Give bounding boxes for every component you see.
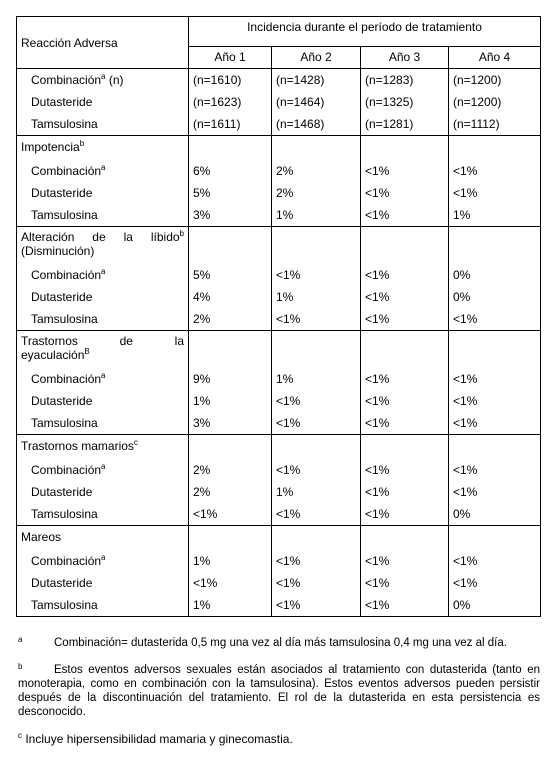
value-cell: 1% — [189, 594, 272, 617]
drug-name-suffix: (n) — [105, 73, 124, 87]
value-cell: <1% — [361, 503, 449, 526]
value-cell: 0% — [449, 264, 541, 286]
drug-name-cell — [17, 308, 189, 331]
drug-footnote-marker: a — [101, 371, 106, 380]
value-cell: 2% — [272, 160, 361, 182]
value-cell: 2% — [272, 182, 361, 204]
value-cell: 1% — [189, 390, 272, 412]
drug-name-cell — [17, 113, 189, 136]
footnote-b — [18, 660, 540, 719]
value-cell: <1% — [272, 264, 361, 286]
group-title-line2-text: (Disminución) — [21, 244, 95, 258]
sample-size-cell: (n=1283) — [361, 69, 449, 92]
value-cell: 3% — [189, 204, 272, 227]
group-title-text: Impotencia — [21, 140, 80, 154]
sample-size-cell: (n=1468) — [272, 113, 361, 136]
group-header-row — [17, 136, 541, 161]
drug-name: Dutasteride — [31, 95, 93, 109]
sample-size-cell: (n=1428) — [272, 69, 361, 92]
group-title-cell — [17, 227, 189, 265]
value-cell: <1% — [361, 594, 449, 617]
group-title-cell — [17, 526, 189, 551]
table-row — [17, 412, 541, 435]
drug-name-cell — [17, 264, 189, 286]
value-cell: <1% — [361, 264, 449, 286]
value-cell: <1% — [361, 459, 449, 481]
empty-cell — [449, 227, 541, 265]
value-cell: <1% — [272, 503, 361, 526]
empty-cell — [449, 435, 541, 460]
group-title-line2 — [21, 244, 184, 258]
empty-cell — [272, 331, 361, 369]
value-cell: <1% — [361, 286, 449, 308]
sample-size-cell: (n=1200) — [449, 69, 541, 92]
empty-cell — [272, 435, 361, 460]
empty-cell — [449, 331, 541, 369]
drug-name: Dutasteride — [31, 485, 93, 499]
drug-name-cell — [17, 550, 189, 572]
drug-name-cell — [17, 368, 189, 390]
group-title-cell — [17, 435, 189, 460]
drug-name: Tamsulosina — [31, 312, 98, 326]
value-cell: 4% — [189, 286, 272, 308]
group-title-text: Alteración de la líbido — [21, 230, 180, 244]
table-row — [17, 594, 541, 617]
drug-name-cell — [17, 182, 189, 204]
drug-footnote-marker: a — [101, 462, 106, 471]
table-row — [17, 204, 541, 227]
drug-name: Tamsulosina — [31, 117, 98, 131]
value-cell: <1% — [272, 390, 361, 412]
group-footnote-marker: B — [84, 347, 90, 356]
value-cell: 2% — [189, 481, 272, 503]
value-cell: <1% — [361, 204, 449, 227]
group-title-text: Mareos — [21, 530, 62, 544]
table-row — [17, 160, 541, 182]
sample-size-cell: (n=1623) — [189, 91, 272, 113]
group-title-line2-text: eyaculación — [21, 348, 85, 362]
empty-cell — [449, 136, 541, 161]
table-row — [17, 182, 541, 204]
empty-cell — [361, 331, 449, 369]
value-cell: 5% — [189, 264, 272, 286]
group-title-text: Trastornos mamarios — [21, 439, 134, 453]
value-cell: <1% — [361, 412, 449, 435]
drug-footnote-marker: a — [101, 267, 106, 276]
year-header: Año 4 — [449, 47, 541, 69]
table-row — [17, 572, 541, 594]
value-cell: <1% — [361, 368, 449, 390]
value-cell: <1% — [361, 308, 449, 331]
value-cell: <1% — [361, 572, 449, 594]
value-cell: 2% — [189, 308, 272, 331]
drug-name-cell — [17, 572, 189, 594]
footnote-a-marker: a — [18, 635, 23, 644]
value-cell: <1% — [449, 308, 541, 331]
footnote-a-text: Combinación= dutasterida 0,5 mg una vez al día más tamsulosina 0,4 mg una vez al día. — [54, 637, 507, 649]
value-cell: 1% — [272, 286, 361, 308]
table-row — [17, 503, 541, 526]
value-cell: 0% — [449, 286, 541, 308]
empty-cell — [272, 526, 361, 551]
drug-name: Combinación — [31, 463, 102, 477]
value-cell: <1% — [361, 390, 449, 412]
group-footnote-marker: b — [79, 139, 85, 148]
value-cell: 1% — [272, 204, 361, 227]
drug-name: Dutasteride — [31, 186, 93, 200]
empty-cell — [189, 136, 272, 161]
table-row — [17, 550, 541, 572]
drug-name-cell — [17, 286, 189, 308]
adverse-reactions-table — [16, 16, 541, 617]
period-title: Incidencia durante el período de tratamiento — [189, 17, 541, 47]
value-cell: 1% — [189, 550, 272, 572]
drug-name-cell — [17, 204, 189, 227]
value-cell: <1% — [272, 459, 361, 481]
group-header-row — [17, 227, 541, 265]
group-title — [21, 230, 184, 244]
drug-name-cell — [17, 91, 189, 113]
drug-name-cell — [17, 594, 189, 617]
table-row — [17, 390, 541, 412]
year-header: Año 1 — [189, 47, 272, 69]
drug-name: Tamsulosina — [31, 416, 98, 430]
value-cell: 5% — [189, 182, 272, 204]
value-cell: <1% — [361, 160, 449, 182]
sample-size-cell: (n=1112) — [449, 113, 541, 136]
value-cell: <1% — [272, 572, 361, 594]
drug-name-cell — [17, 160, 189, 182]
footnote-c-text: Incluye hipersensibilidad mamaria y ginecomastia. — [25, 732, 293, 746]
value-cell: 1% — [272, 481, 361, 503]
value-cell: 1% — [272, 368, 361, 390]
year-header: Año 3 — [361, 47, 449, 69]
value-cell: <1% — [361, 550, 449, 572]
group-footnote-marker: c — [133, 438, 138, 447]
empty-cell — [189, 227, 272, 265]
value-cell: <1% — [272, 308, 361, 331]
sample-size-row — [17, 113, 541, 136]
group-title-line2 — [21, 348, 184, 362]
group-header-row — [17, 526, 541, 551]
group-title-text: Trastornos de la — [21, 334, 184, 348]
value-cell: <1% — [361, 481, 449, 503]
drug-footnote-marker: a — [101, 72, 106, 81]
empty-cell — [272, 136, 361, 161]
drug-name: Tamsulosina — [31, 208, 98, 222]
value-cell: <1% — [449, 390, 541, 412]
value-cell: 6% — [189, 160, 272, 182]
empty-cell — [272, 227, 361, 265]
value-cell: <1% — [449, 412, 541, 435]
value-cell: <1% — [449, 459, 541, 481]
footnote-b-text: Estos eventos adversos sexuales están asociados al tratamiento con dutasterida (tanto en monoterapia, como en combinación con la tamsulosina). Estos eventos adversos pueden persistir después de la discontinuación del tratamiento. El rol de la dutasterida en esta persistencia es desconocido. — [18, 664, 540, 718]
sample-size-cell: (n=1281) — [361, 113, 449, 136]
sample-size-cell: (n=1611) — [189, 113, 272, 136]
drug-name: Dutasteride — [31, 576, 93, 590]
drug-name: Dutasteride — [31, 394, 93, 408]
empty-cell — [189, 435, 272, 460]
drug-name: Combinación — [31, 372, 102, 386]
year-header: Año 2 — [272, 47, 361, 69]
value-cell: <1% — [272, 412, 361, 435]
header-row-label: Reacción Adversa — [17, 17, 189, 69]
value-cell: <1% — [189, 572, 272, 594]
value-cell: <1% — [189, 503, 272, 526]
sample-size-row — [17, 69, 541, 92]
group-title — [21, 140, 184, 154]
group-title-cell — [17, 136, 189, 161]
footnote-c — [18, 732, 540, 746]
drug-name: Combinación — [31, 268, 102, 282]
value-cell: <1% — [449, 572, 541, 594]
group-title — [21, 334, 184, 348]
drug-name-cell — [17, 390, 189, 412]
group-title-cell — [17, 331, 189, 369]
value-cell: <1% — [449, 182, 541, 204]
value-cell: <1% — [449, 550, 541, 572]
empty-cell — [361, 227, 449, 265]
header-row — [17, 17, 541, 47]
drug-name: Combinación — [31, 164, 102, 178]
sample-size-cell: (n=1610) — [189, 69, 272, 92]
footnote-c-marker: c — [18, 731, 22, 740]
empty-cell — [189, 526, 272, 551]
empty-cell — [361, 526, 449, 551]
drug-name-cell — [17, 459, 189, 481]
drug-name: Tamsulosina — [31, 598, 98, 612]
drug-name-cell — [17, 69, 189, 92]
drug-name-cell — [17, 412, 189, 435]
drug-footnote-marker: a — [101, 553, 106, 562]
sample-size-cell: (n=1325) — [361, 91, 449, 113]
drug-name: Tamsulosina — [31, 507, 98, 521]
table-row — [17, 264, 541, 286]
sample-size-row — [17, 91, 541, 113]
empty-cell — [189, 331, 272, 369]
value-cell: <1% — [272, 594, 361, 617]
adverse-reactions-table-wrap — [16, 16, 540, 617]
table-row — [17, 459, 541, 481]
table-row — [17, 481, 541, 503]
value-cell: 2% — [189, 459, 272, 481]
group-title — [21, 439, 184, 453]
empty-cell — [449, 526, 541, 551]
table-row — [17, 308, 541, 331]
sample-size-cell: (n=1200) — [449, 91, 541, 113]
value-cell: <1% — [361, 182, 449, 204]
value-cell: <1% — [449, 481, 541, 503]
empty-cell — [361, 435, 449, 460]
drug-name-cell — [17, 503, 189, 526]
drug-name: Combinación — [31, 73, 102, 87]
value-cell: <1% — [449, 368, 541, 390]
value-cell: 1% — [449, 204, 541, 227]
value-cell: 9% — [189, 368, 272, 390]
group-footnote-marker: b — [179, 229, 184, 238]
drug-name-cell — [17, 481, 189, 503]
group-title — [21, 530, 184, 544]
drug-name: Combinación — [31, 554, 102, 568]
footnote-a — [18, 633, 540, 650]
group-header-row — [17, 435, 541, 460]
footnote-b-marker: b — [18, 662, 23, 671]
value-cell: 3% — [189, 412, 272, 435]
table-row — [17, 368, 541, 390]
drug-name: Dutasteride — [31, 290, 93, 304]
group-header-row — [17, 331, 541, 369]
value-cell: 0% — [449, 594, 541, 617]
value-cell: <1% — [449, 160, 541, 182]
table-row — [17, 286, 541, 308]
drug-footnote-marker: a — [101, 163, 106, 172]
value-cell: 0% — [449, 503, 541, 526]
empty-cell — [361, 136, 449, 161]
value-cell: <1% — [272, 550, 361, 572]
sample-size-cell: (n=1464) — [272, 91, 361, 113]
